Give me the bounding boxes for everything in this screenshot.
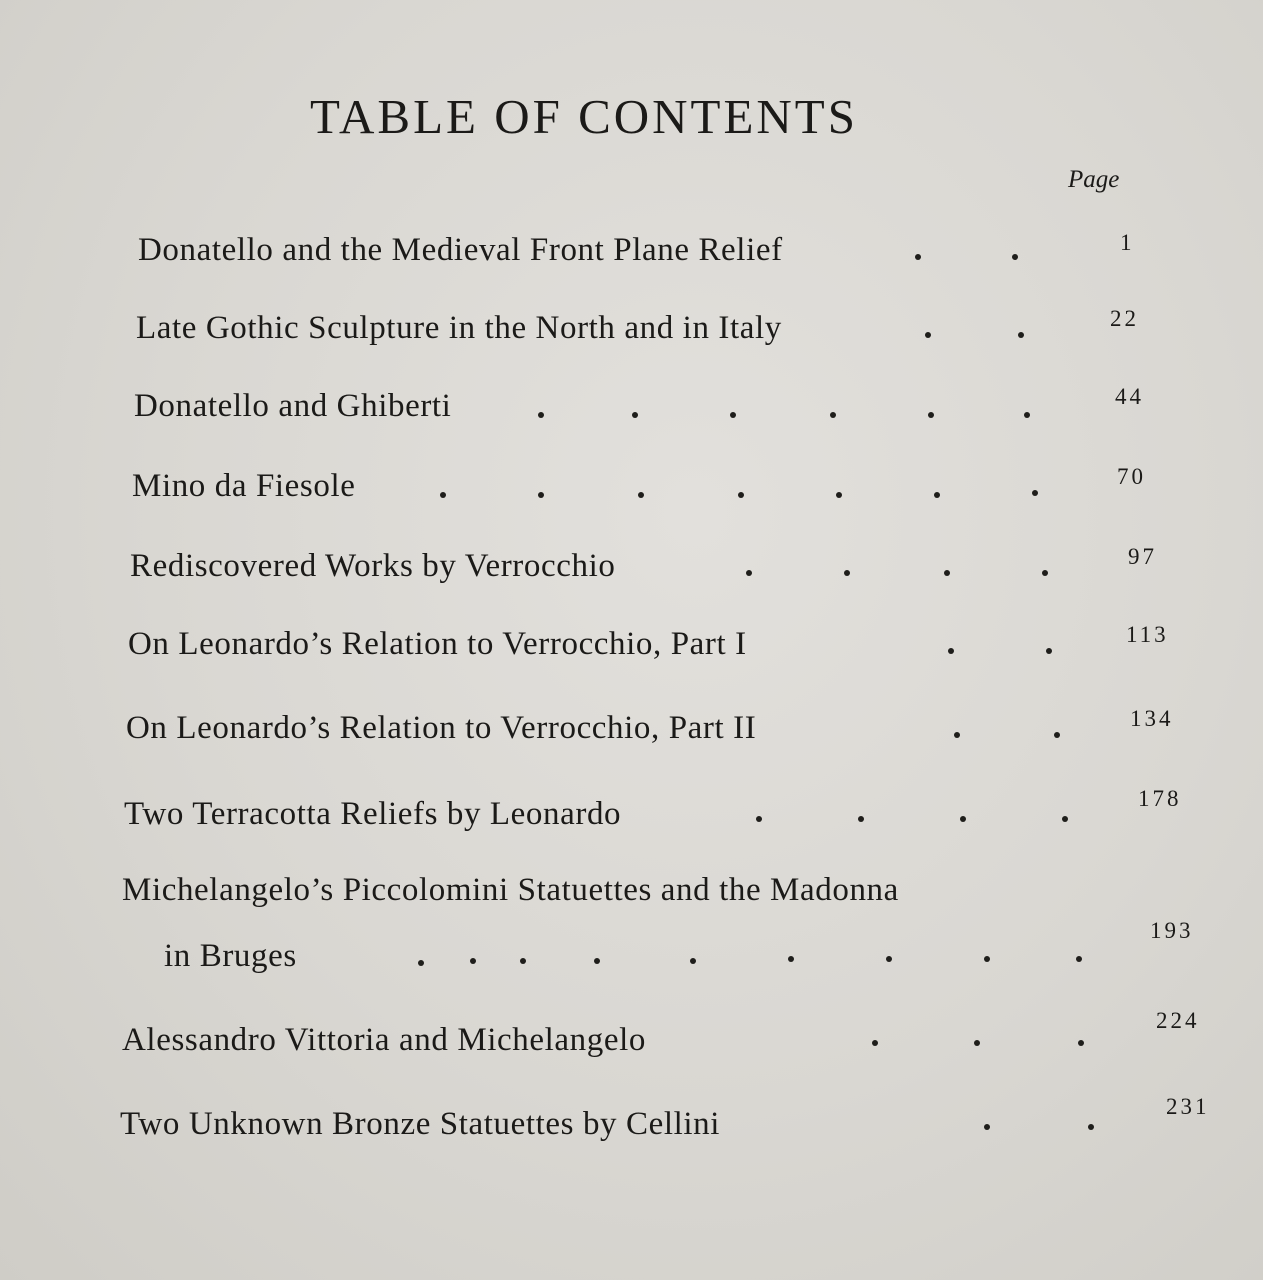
leader-dot: [1018, 332, 1024, 338]
leader-dot: [594, 958, 600, 964]
leader-dot: [844, 570, 850, 576]
leader-dot: [928, 412, 934, 418]
toc-entry: [0, 464, 1263, 514]
toc-entry: [0, 1008, 1263, 1066]
entry-title: Rediscovered Works by Verrocchio: [130, 548, 616, 584]
leader-dot: [440, 492, 446, 498]
entry-title: On Leonardo’s Relation to Verrocchio, Part II: [126, 710, 757, 746]
toc-entry: [0, 1094, 1263, 1150]
leader-dot: [470, 958, 476, 964]
leader-dot: [830, 412, 836, 418]
leader-dot: [746, 570, 752, 576]
entry-title: Late Gothic Sculpture in the North and in Italy: [136, 310, 782, 346]
leader-dot: [1024, 412, 1030, 418]
leader-dot: [738, 492, 744, 498]
toc-entry: [0, 228, 1263, 278]
entry-title: Donatello and Ghiberti: [134, 388, 452, 424]
leader-dot: [1054, 732, 1060, 738]
toc-entry: [0, 868, 1263, 978]
leader-dot: [925, 332, 931, 338]
leader-dot: [690, 958, 696, 964]
leader-dot: [1088, 1124, 1094, 1130]
entry-title: Michelangelo’s Piccolomini Statuettes and the Madonna: [122, 872, 899, 908]
leader-dot: [538, 412, 544, 418]
leader-dot: [632, 412, 638, 418]
entry-title: Two Terracotta Reliefs by Leonardo: [124, 796, 622, 832]
leader-dot: [520, 958, 526, 964]
leader-dot: [836, 492, 842, 498]
leader-dot: [1032, 490, 1038, 496]
toc-entry: [0, 706, 1263, 756]
entry-title-continuation: in Bruges: [164, 938, 297, 974]
leader-dot: [1076, 956, 1082, 962]
entry-page-number: 193: [1150, 918, 1194, 943]
entry-page-number: 113: [1126, 622, 1169, 647]
page-column-header: Page: [1068, 166, 1120, 193]
entry-page-number: 178: [1138, 786, 1182, 811]
entry-page-number: 1: [1120, 230, 1135, 255]
entry-title: On Leonardo’s Relation to Verrocchio, Part I: [128, 626, 747, 662]
entry-page-number: 97: [1128, 544, 1157, 569]
leader-dot: [984, 956, 990, 962]
leader-dot: [1062, 816, 1068, 822]
entry-title: Alessandro Vittoria and Michelangelo: [122, 1022, 646, 1058]
leader-dot: [954, 732, 960, 738]
toc-entry: [0, 306, 1263, 356]
entry-title: Two Unknown Bronze Statuettes by Cellini: [120, 1106, 721, 1142]
entry-title: Mino da Fiesole: [132, 468, 356, 504]
entry-page-number: 70: [1117, 464, 1146, 489]
toc-entry: [0, 622, 1263, 672]
leader-dot: [915, 254, 921, 260]
toc-entry: [0, 786, 1263, 840]
leader-dot: [1042, 570, 1048, 576]
leader-dot: [974, 1040, 980, 1046]
entry-page-number: 134: [1130, 706, 1174, 731]
leader-dot: [984, 1124, 990, 1130]
leader-dot: [886, 956, 892, 962]
leader-dot: [960, 816, 966, 822]
entry-page-number: 44: [1115, 384, 1144, 409]
leader-dot: [872, 1040, 878, 1046]
leader-dot: [788, 956, 794, 962]
entry-page-number: 224: [1156, 1008, 1200, 1033]
entry-page-number: 231: [1166, 1094, 1210, 1119]
leader-dot: [638, 492, 644, 498]
leader-dot: [934, 492, 940, 498]
entry-page-number: 22: [1110, 306, 1139, 331]
leader-dot: [756, 816, 762, 822]
toc-entry: [0, 384, 1263, 434]
toc-title: TABLE OF CONTENTS: [310, 89, 858, 144]
leader-dot: [858, 816, 864, 822]
leader-dot: [948, 648, 954, 654]
leader-dot: [538, 492, 544, 498]
leader-dot: [1078, 1040, 1084, 1046]
toc-entry: [0, 544, 1263, 594]
entry-title: Donatello and the Medieval Front Plane Relief: [138, 232, 783, 268]
leader-dot: [944, 570, 950, 576]
leader-dot: [1046, 648, 1052, 654]
leader-dot: [730, 412, 736, 418]
leader-dot: [1012, 254, 1018, 260]
leader-dot: [418, 960, 424, 966]
